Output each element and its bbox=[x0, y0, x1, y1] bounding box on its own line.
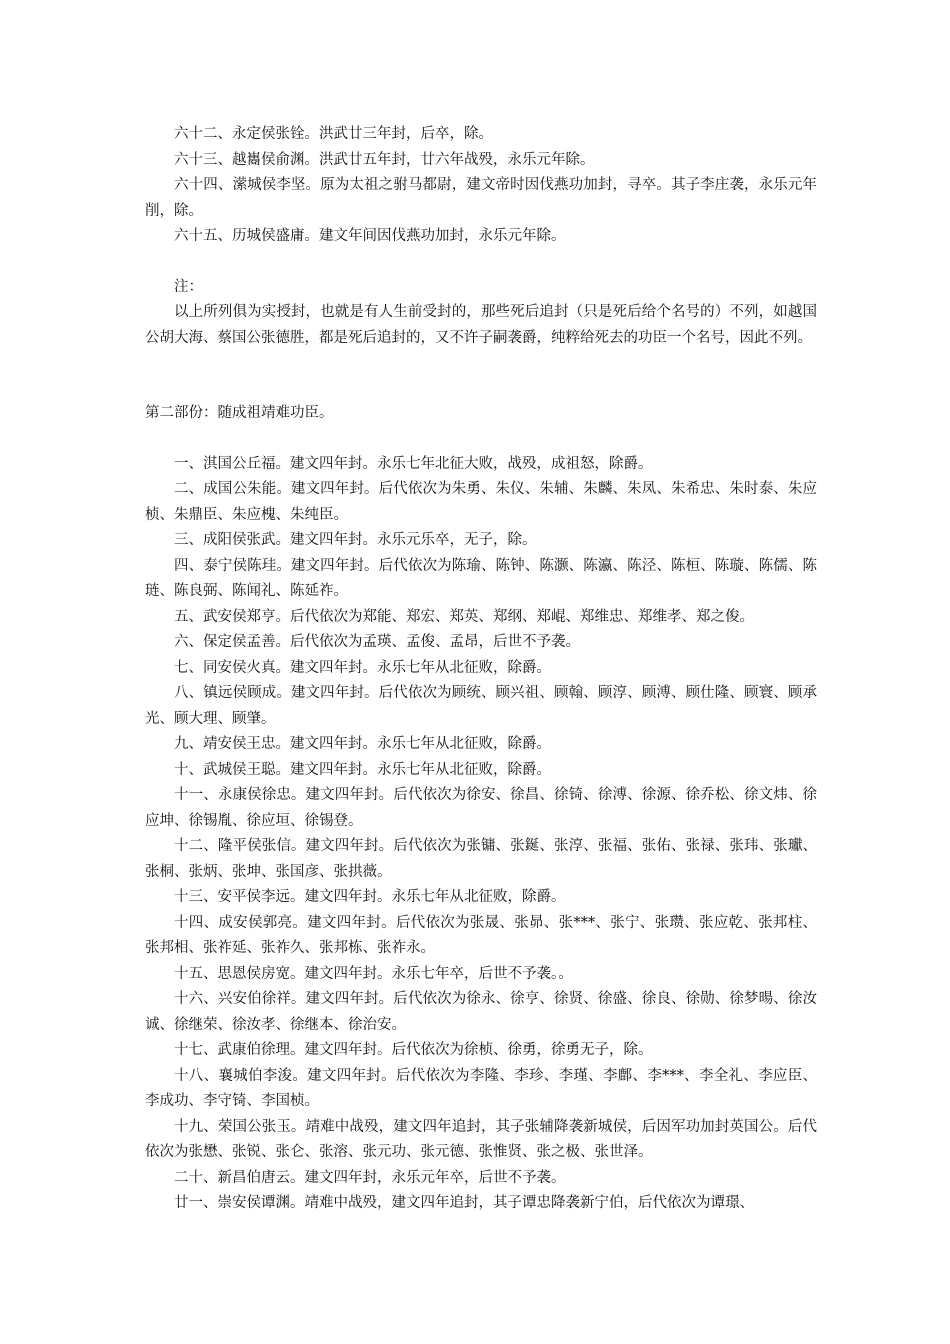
document-page bbox=[145, 122, 817, 1217]
list-item: 二十、新昌伯唐云。建文四年封，永乐元年卒，后世不予袭。 bbox=[174, 1169, 566, 1186]
note-text: 以上所列俱为实授封，也就是有人生前受封的，那些死后追封（只是死后给个名号的）不列，如越国公胡大海、蔡国公张德胜，都是死后追封的，又不许子嗣袭爵，纯粹给死去的功臣一个名号，因此不列。 bbox=[145, 304, 817, 346]
spacer bbox=[145, 250, 817, 275]
list-item: 十九、荣国公张玉。靖难中战殁，建文四年追封，其子张辅降袭新城侯，后因军功加封英国公。后代依次为张懋、张锐、张仑、张溶、张元功、张元德、张惟贤、张之极、张世泽。 bbox=[145, 1118, 817, 1160]
list-item: 六十五、历城侯盛庸。建文年间因伐燕功加封，永乐元年除。 bbox=[174, 228, 566, 244]
list-item: 六十三、越巂侯俞渊。洪武廿五年封，廿六年战殁，永乐元年除。 bbox=[174, 151, 595, 168]
list-item: 廿一、崇安侯谭渊。靖难中战殁，建文四年追封，其子谭忠降袭新宁伯，后代依次为谭璟、 bbox=[174, 1195, 754, 1211]
list-item: 三、成阳侯张武。建文四年封。永乐元乐卒，无子，除。 bbox=[174, 532, 537, 548]
list-item: 十七、武康伯徐理。建文四年封。后代依次为徐桢、徐勇，徐勇无子，除。 bbox=[174, 1042, 653, 1058]
list-item: 六、保定侯孟善。后代依次为孟瑛、孟俊、孟昂，后世不予袭。 bbox=[174, 634, 580, 650]
list-item: 一、淇国公丘福。建文四年封。永乐七年北征大败，战殁，成祖怒，除爵。 bbox=[174, 455, 653, 472]
list-item: 十二、隆平侯张信。建文四年封。后代依次为张镛、张鋋、张淳、张福、张佑、张禄、张玮、张瓛、张桐、张炳、张坤、张国彦、张拱薇。 bbox=[145, 838, 817, 880]
list-item: 四、泰宁侯陈珪。建文四年封。后代依次为陈瑜、陈钟、陈灏、陈瀛、陈泾、陈桓、陈璇、陈儒、陈琏、陈良弼、陈闻礼、陈延祚。 bbox=[145, 557, 817, 599]
list-item: 十八、襄城伯李浚。建文四年封。后代依次为李隆、李珍、李瑾、李鄜、李***、李全礼、李应臣、李成功、李守锜、李国桢。 bbox=[145, 1067, 817, 1109]
list-item: 七、同安侯火真。建文四年封。永乐七年从北征败，除爵。 bbox=[174, 659, 551, 676]
list-item: 二、成国公朱能。建文四年封。后代依次为朱勇、朱仪、朱辅、朱麟、朱凤、朱希忠、朱时泰、朱应桢、朱鼎臣、朱应槐、朱纯臣。 bbox=[145, 481, 817, 523]
spacer bbox=[145, 427, 817, 452]
list-item: 十、武城侯王聪。建文四年封。永乐七年从北征败，除爵。 bbox=[174, 761, 551, 778]
list-item: 九、靖安侯王忠。建文四年封。永乐七年从北征败，除爵。 bbox=[174, 736, 551, 752]
list-item: 十五、思恩侯房宽。建文四年封。永乐七年卒，后世不予袭。。 bbox=[174, 965, 573, 982]
part2-list bbox=[145, 452, 817, 1217]
list-item: 十四、成安侯郭亮。建文四年封。后代依次为张晟、张昴、张***、张宁、张瓒、张应乾、张邦柱、张邦相、张祚延、张祚久、张邦栋、张祚永。 bbox=[145, 914, 817, 956]
list-item: 六十二、永定侯张铨。洪武廿三年封，后卒，除。 bbox=[174, 126, 493, 142]
list-item: 八、镇远侯顾成。建文四年封。后代依次为顾统、顾兴祖、顾翰、顾淳、顾溥、顾仕隆、顾寰、顾承光、顾大理、顾肇。 bbox=[145, 685, 817, 727]
section-title: 第二部份：随成祖靖难功臣。 bbox=[145, 405, 334, 421]
list-item: 六十四、潆城侯李坚。原为太祖之驸马都尉，建文帝时因伐燕功加封，寻卒。其子李庄袭，永乐元年削，除。 bbox=[145, 177, 817, 219]
part1-tail bbox=[145, 122, 817, 250]
list-item: 五、武安侯郑亨。后代依次为郑能、郑宏、郑英、郑纲、郑崐、郑维忠、郑维孝、郑之俊。 bbox=[174, 608, 754, 625]
spacer bbox=[145, 351, 817, 401]
list-item: 十三、安平侯李远。建文四年封。永乐七年从北征败，除爵。 bbox=[174, 889, 566, 905]
note-block bbox=[145, 275, 817, 352]
note-label: 注： bbox=[174, 278, 203, 295]
list-item: 十六、兴安伯徐祥。建文四年封。后代依次为徐永、徐亨、徐贤、徐盛、徐良、徐勋、徐梦暘、徐汝诚、徐继荣、徐汝孝、徐继本、徐治安。 bbox=[145, 991, 817, 1033]
list-item: 十一、永康侯徐忠。建文四年封。后代依次为徐安、徐昌、徐锜、徐溥、徐源、徐乔松、徐文炜、徐应坤、徐锡胤、徐应垣、徐锡登。 bbox=[145, 787, 817, 829]
